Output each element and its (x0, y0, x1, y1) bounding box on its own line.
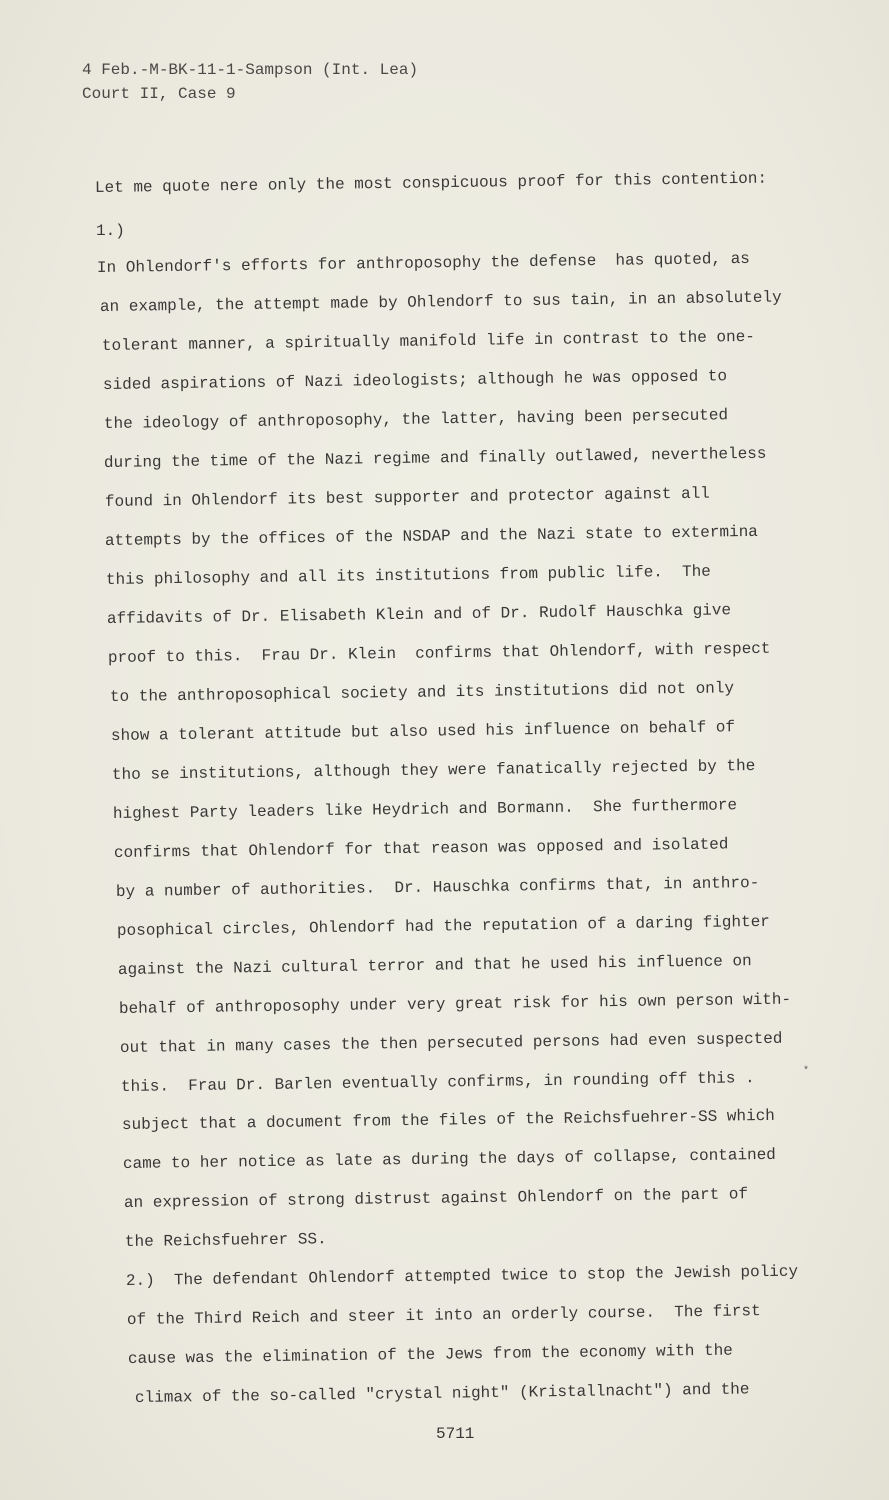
header-court-case: Court II, Case 9 (82, 85, 236, 103)
body-line: of the Third Reich and steer it into an orderly course. The first (126, 1302, 761, 1329)
body-line: In Ohlendorf's efforts for anthroposophy the defense has quoted, as (96, 249, 750, 277)
body-line: Let me quote nere only the most conspicuous proof for this contention: (94, 169, 768, 197)
body-line: behalf of anthroposophy under very great risk for his own person with- (118, 990, 792, 1018)
body-line: during the time of the Nazi regime and finally outlawed, nevertheless (103, 444, 767, 472)
body-line: by a number of authorities. Dr. Hauschka confirms that, in anthro- (115, 874, 760, 901)
body-line: attempts by the offices of the NSDAP and the Nazi state to extermina (104, 522, 758, 550)
margin-mark: * (803, 1066, 810, 1077)
body-line: tho se institutions, although they were fanatically rejected by the (111, 757, 756, 784)
header-reference: 4 Feb.-M-BK-11-1-Sampson (Int. Lea) (82, 61, 419, 79)
body-line: found in Ohlendorf its best supporter and protector against all (104, 484, 710, 511)
page-number: 5711 (436, 1425, 475, 1443)
body-line: subject that a document from the files of the Reichsfuehrer-SS which (121, 1106, 775, 1134)
body-line: this philosophy and all its institutions from public life. The (105, 562, 711, 589)
body-line: cause was the elimination of the Jews from the economy with the (127, 1341, 733, 1368)
body-line: sided aspirations of Nazi ideologists; although he was opposed to (102, 367, 728, 394)
body-line: the Reichsfuehrer SS. (124, 1230, 327, 1251)
body-line: against the Nazi cultural terror and that he used his influence on (117, 952, 752, 979)
body-line: came to her notice as late as during the days of collapse, contained (122, 1145, 776, 1173)
section-number: 1.) (96, 222, 125, 240)
body-line: out that in many cases the then persecuted persons had even suspected (119, 1029, 783, 1057)
body-line: an example, the attempt made by Ohlendorf to sus tain, in an absolutely (99, 288, 782, 316)
body-line: this. Frau Dr. Barlen eventually confirms, in rounding off this . (120, 1069, 755, 1096)
body-line: confirms that Ohlendorf for that reason was opposed and isolated (113, 835, 729, 862)
body-line: show a tolerant attitude but also used his influence on behalf of (110, 718, 736, 745)
body-line: the ideology of anthroposophy, the latter, having been persecuted (103, 406, 729, 433)
body-line: an expression of strong distrust against Ohlendorf on the part of (123, 1185, 749, 1212)
body-line: tolerant manner, a spiritually manifold life in contrast to the one- (101, 327, 755, 355)
body-line: posophical circles, Ohlendorf had the reputation of a daring fighter (116, 912, 770, 940)
body-line: proof to this. Frau Dr. Klein confirms that Ohlendorf, with respect (107, 639, 771, 667)
body-line: 2.) The defendant Ohlendorf attempted twice to stop the Jewish policy (125, 1262, 799, 1290)
body-line: highest Party leaders like Heydrich and Bormann. She furthermore (112, 796, 738, 823)
body-line: climax of the so-called "crystal night" (Kristallnacht") and the (134, 1380, 750, 1407)
body-line: affidavits of Dr. Elisabeth Klein and of Dr. Rudolf Hauschka give (106, 601, 732, 628)
body-line: to the anthroposophical society and its institutions did not only (109, 679, 735, 706)
